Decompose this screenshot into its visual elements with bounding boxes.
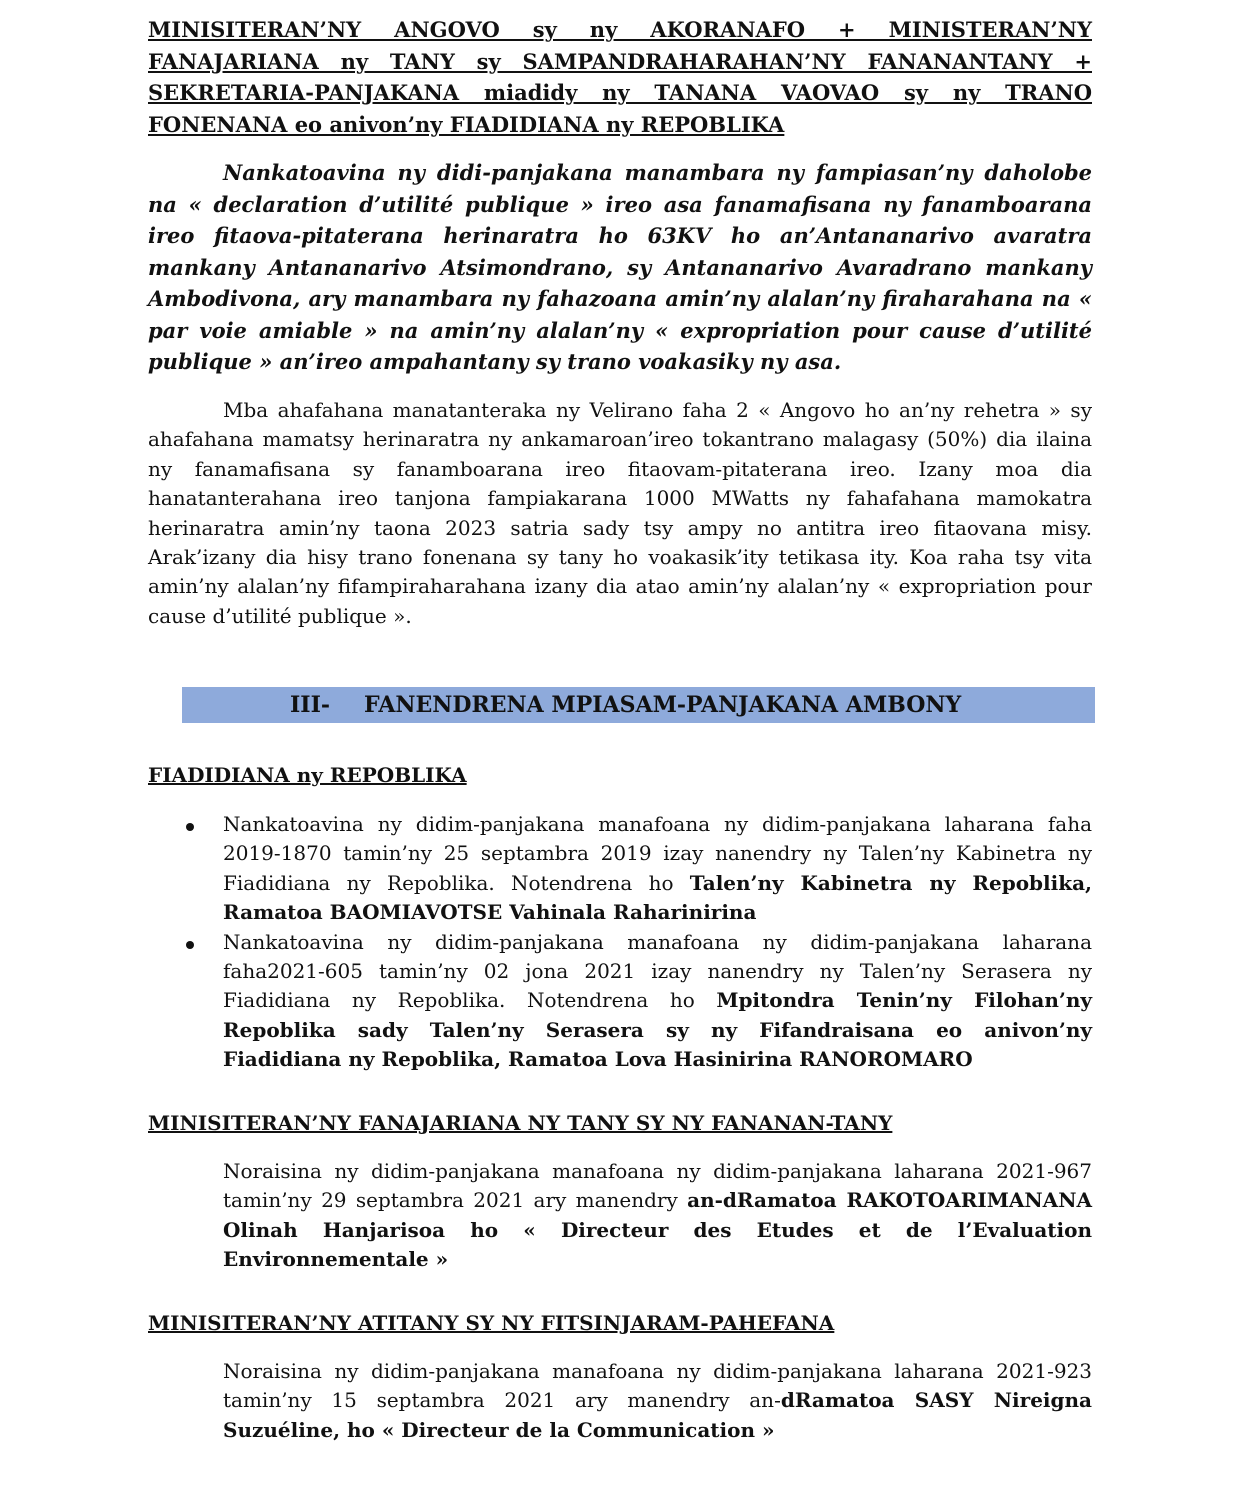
- decree-explanation: Mba ahafahana manatanteraka ny Velirano faha 2 « Angovo ho an’ny rehetra » sy ahafahana mamatsy herinaratra ny ankamaroan’ireo tokantrano malagasy (50%) dia ilaina ny fanamafisana sy fanamboarana ireo fitaovam-pitaterana ireo. Izany moa dia hanatanterahana ireo tanjona fampiakarana 1000 MWatts ny fahafahana mamokatra herinaratra amin’ny taona 2023 satria sady tsy ampy no antitra ireo fitaovana misy. Arak’izany dia hisy trano fonenana sy tany ho voakasik’ity tetikasa ity. Koa raha tsy vita amin’ny alalan’ny fifampiraharahana izany dia atao amin’ny alalan’ny « expropriation pour cause d’utilité publique ».: [148, 398, 1092, 628]
- communication-ministry-heading: MINISITERAN’NY ATITANY SY NY FITSINJARAM-PAHEFANA: [148, 1311, 835, 1335]
- land-ministry-heading: MINISITERAN’NY FANAJARIANA NY TANY SY NY FANANAN-TANY: [148, 1111, 893, 1135]
- land-ministry-text: Noraisina ny didim-panjakana manafoana ny didim-panjakana laharana 2021-967 tamin’ny 29 septambra 2021 ary manendry: [223, 1159, 1092, 1213]
- bullet-icon: [186, 941, 194, 949]
- list-item-appointee: Mpitondra Tenin’ny Filohan’ny Repoblika sady Talen’ny Serasera sy ny Fifandraisana eo anivon’ny Fiadidiana ny Repoblika, Ramatoa Lova Hasinirina RANOROMARO: [223, 988, 1093, 1072]
- list-item: [148, 928, 1092, 1075]
- land-ministry-appointee: an-dRamatoa RAKOTOARIMANANA Olinah Hanjarisoa ho « Directeur des Etudes et de l’Evaluation Environnementale »: [223, 1188, 1093, 1272]
- section-title: FANENDRENA MPIASAM-PANJAKANA AMBONY: [364, 692, 962, 718]
- list-item-text: Nankatoavina ny didim-panjakana manafoana ny didim-panjakana laharana faha2021-605 tamin’ny 02 jona 2021 izay nanendry ny Talen’ny Serasera ny Fiadidiana ny Repoblika. Notendrena ho: [223, 929, 1092, 1013]
- section-number: III-: [290, 692, 331, 718]
- decree-summary-italic: Nankatoavina ny didi-panjakana manambara ny fampiasan’ny daholobe na « declaration d’utilité publique » ireo asa fanamafisana ny fanamboarana ireo fitaova-pitaterana herinaratra ho 63KV ho an’Antananarivo avaratra mankany Antananarivo Atsimondrano, sy Antananarivo Avaradrano mankany Ambodivona, ary manambara ny fahazoana amin’ny alalan’ny firaharahana na « par voie amiable » na amin’ny alalan’ny « expropriation pour cause d’utilité publique » an’ireo ampahantany sy trano voakasiky ny asa.: [148, 160, 1092, 374]
- list-item-text: Nankatoavina ny didim-panjakana manafoana ny didim-panjakana laharana faha 2019-1870 tamin’ny 25 septambra 2019 izay nanendry ny Talen’ny Kabinetra ny Fiadidiana ny Repoblika. Notendrena ho: [223, 812, 1092, 895]
- land-ministry-paragraph: [223, 1157, 1092, 1275]
- presidency-list: [148, 810, 1092, 1075]
- communication-ministry-text: Noraisina ny didim-panjakana manafoana ny didim-panjakana laharana 2021-923 tamin’ny 15 septambra 2021 ary manendry an-: [223, 1359, 1092, 1413]
- bullet-icon: [186, 823, 194, 831]
- presidency-heading: FIADIDIANA ny REPOBLIKA: [148, 763, 467, 787]
- communication-ministry-appointee: dRamatoa SASY Nireigna Suzuéline, ho « Directeur de la Communication »: [223, 1388, 1092, 1442]
- list-item-appointee: Talen’ny Kabinetra ny Repoblika, Ramatoa BAOMIAVOTSE Vahinala Raharinirina: [223, 870, 1092, 925]
- ministries-heading: MINISITERAN’NY ANGOVO sy ny AKORANAFO + MINISTERAN’NY FANAJARIANA ny TANY sy SAMPANDRAHARAHAN’NY FANANANTANY + SEKRETARIA-PANJAKANA miadidy ny TANANA VAOVAO sy ny TRANO FONENANA eo anivon’ny FIADIDIANA ny REPOBLIKA: [148, 17, 1092, 137]
- communication-ministry-paragraph: [223, 1357, 1092, 1445]
- section-banner: [182, 687, 1095, 723]
- list-item: [148, 810, 1092, 928]
